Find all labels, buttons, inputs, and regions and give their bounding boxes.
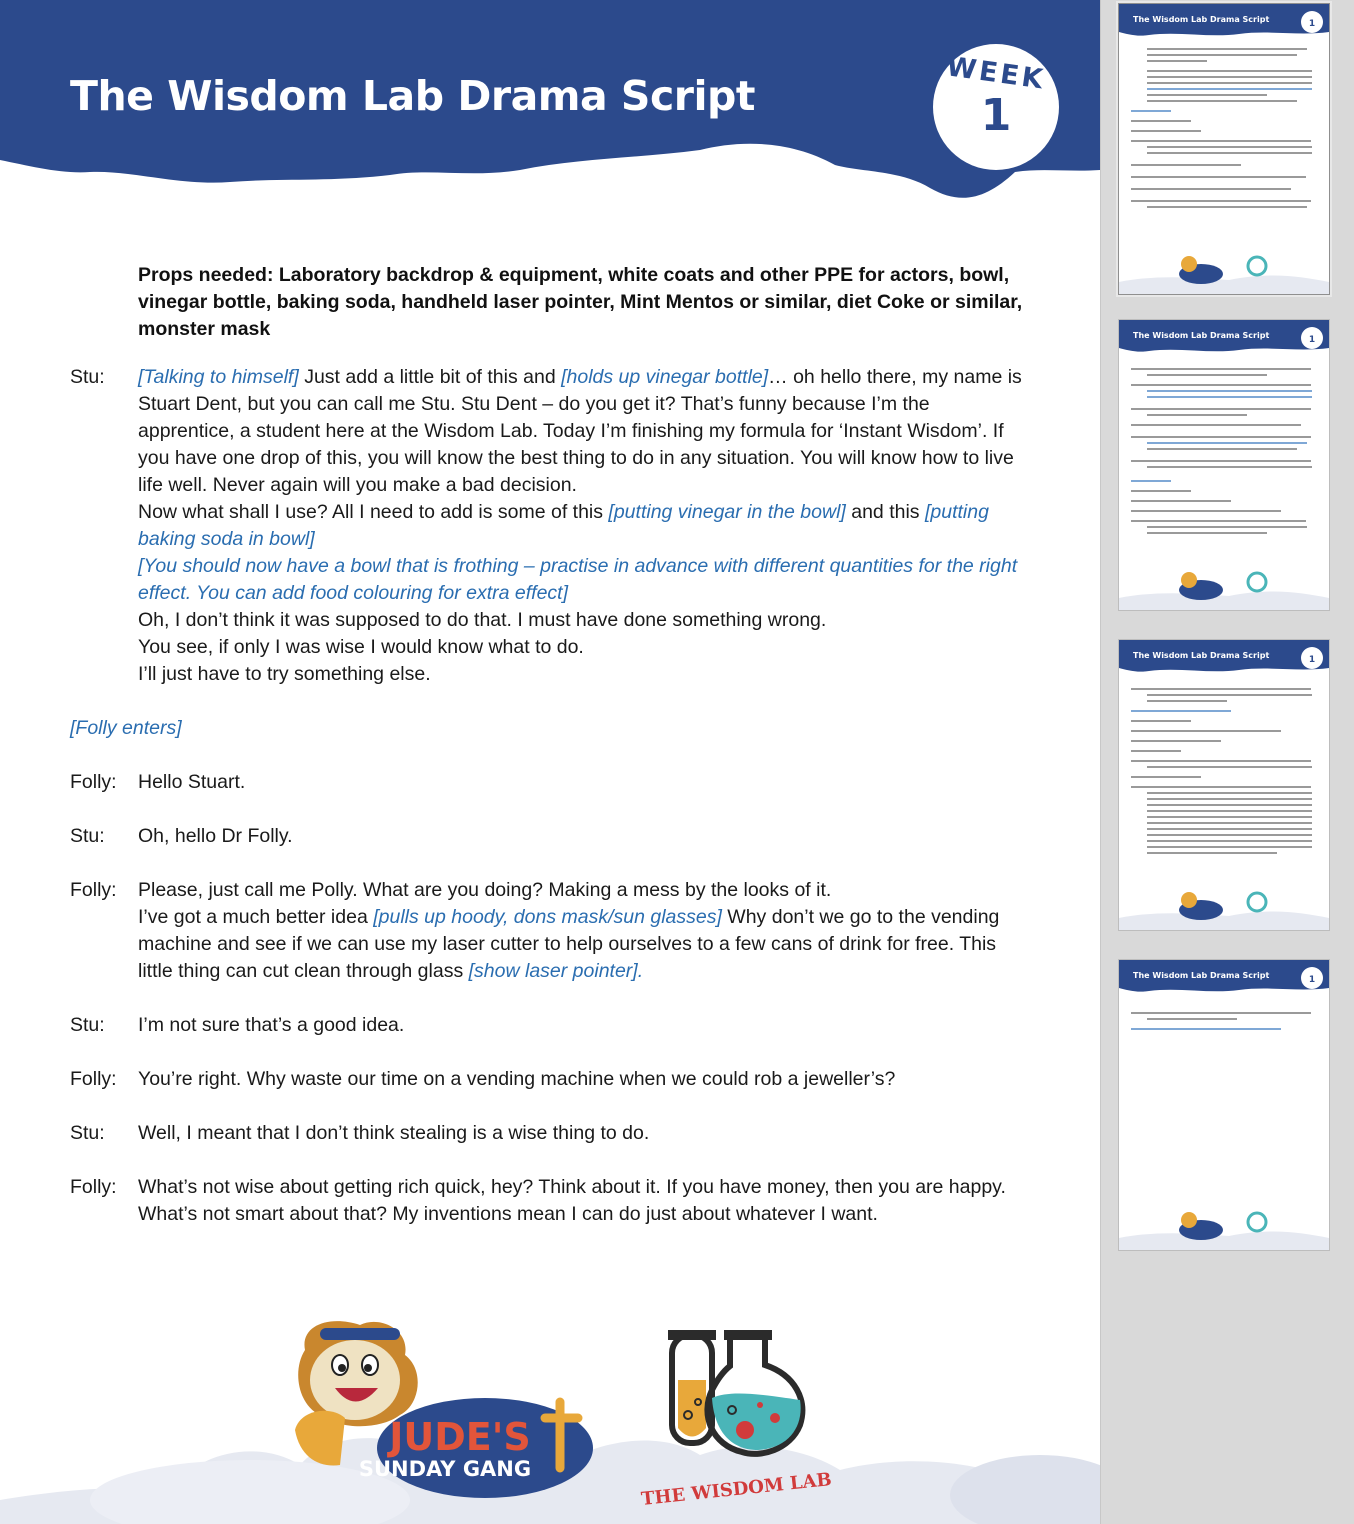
thumb-text-line <box>1131 786 1311 788</box>
thumb-text-line <box>1147 374 1267 376</box>
dialogue-text: Now what shall I use? All I need to add is some of this <box>138 501 609 523</box>
dialogue-text: Oh, hello Dr Folly. <box>138 825 293 847</box>
week-label: WEEK <box>944 51 1048 96</box>
thumb-text-line <box>1131 384 1311 386</box>
thumb-title: The Wisdom Lab Drama Script <box>1133 15 1270 24</box>
dialogue-text: You’re right. Why waste our time on a vending machine when we could rob a jeweller’s? <box>138 1068 896 1090</box>
thumb-text-line <box>1147 792 1312 794</box>
script-line <box>70 1066 1030 1093</box>
thumb-text-line <box>1147 70 1312 72</box>
stage-direction: [You should now have a bowl that is frothing – practise in advance with different quantities for the right effect. You can add food colouring for extra effect] <box>138 555 1018 604</box>
dialogue-text: I’ll just have to try something else. <box>138 663 431 685</box>
thumb-text-line <box>1131 520 1306 522</box>
thumb-text-line <box>1147 88 1312 90</box>
dialogue-text: Just add a little bit of this and <box>298 366 562 388</box>
thumb-text-line <box>1147 100 1297 102</box>
script-line <box>70 1120 1030 1147</box>
speaker-label: Stu: <box>70 366 105 388</box>
thumb-text-line <box>1131 490 1191 492</box>
thumb-text-line <box>1147 442 1307 444</box>
thumb-header <box>1119 960 1329 1000</box>
thumb-text-line <box>1131 710 1231 712</box>
script-line <box>70 769 1030 796</box>
script-body <box>70 364 1030 1255</box>
page-thumbnail-3[interactable] <box>1119 640 1329 930</box>
page-thumbnail-sidebar[interactable] <box>1100 0 1354 1524</box>
thumb-text-line <box>1147 810 1312 812</box>
props-needed: Props needed: Laboratory backdrop & equipment, white coats and other PPE for actors, bowl, vinegar bottle, baking soda, handheld laser pointer, Mint Mentos or similar, diet Coke or similar, monster mask <box>138 264 1023 340</box>
thumb-text-line <box>1147 146 1312 148</box>
thumb-footer <box>1119 560 1329 610</box>
thumb-text-line <box>1147 852 1277 854</box>
stage-direction: [putting baking soda in bowl] <box>138 501 989 550</box>
logo-sunday-gang-text: SUNDAY GANG <box>358 1457 532 1481</box>
thumb-title: The Wisdom Lab Drama Script <box>1133 971 1270 980</box>
thumb-text-line <box>1147 694 1312 696</box>
thumb-text-line <box>1131 424 1301 426</box>
speaker-label: Folly: <box>70 771 117 793</box>
thumb-footer <box>1119 880 1329 930</box>
thumb-text-line <box>1147 822 1312 824</box>
dialogue-text: You see, if only I was wise I would know what to do. <box>138 636 584 658</box>
script-line <box>70 1174 1030 1228</box>
thumb-text-line <box>1147 60 1207 62</box>
thumb-text-line <box>1131 776 1201 778</box>
thumb-header <box>1119 640 1329 680</box>
script-line <box>70 1012 1030 1039</box>
thumb-text-line <box>1131 200 1311 202</box>
dialogue-text: Please, just call me Polly. What are you doing? Making a mess by the looks of it. <box>138 879 832 901</box>
thumb-text-line <box>1147 834 1312 836</box>
thumb-text-line <box>1131 480 1171 482</box>
speaker-label: Stu: <box>70 825 105 847</box>
week-badge <box>933 44 1059 170</box>
thumb-text-line <box>1147 798 1312 800</box>
thumb-text-line <box>1131 176 1306 178</box>
week-number: 1 <box>980 90 1012 141</box>
thumb-footer <box>1119 1200 1329 1250</box>
thumb-week-badge: 1 <box>1301 11 1323 33</box>
thumb-text-line <box>1147 700 1227 702</box>
thumb-week-badge: 1 <box>1301 327 1323 349</box>
stage-direction: [pulls up hoody, dons mask/sun glasses] <box>373 906 722 928</box>
script-line <box>70 877 1030 985</box>
stage-direction: [holds up vinegar bottle] <box>561 366 769 388</box>
thumb-text-line <box>1131 164 1241 166</box>
thumb-text-line <box>1131 688 1311 690</box>
thumb-text-line <box>1131 760 1311 762</box>
thumb-text-line <box>1131 510 1281 512</box>
thumb-text-line <box>1147 846 1312 848</box>
logo-judes-text: JUDE'S <box>389 1415 531 1459</box>
dialogue-text: … oh hello there, my name is Stuart Dent, but you can call me Stu. Stu Dent – do you get it? That’s funny because I’m the apprentice, a student here at the Wisdom Lab. Today I’m finishing my formula for ‘Instant Wisdom’. If you have one drop of this, you will know the best thing to do in any situation. You will know how to live life well. Never again will you make a bad decision. <box>138 366 1022 496</box>
stage-direction-folly-enters: [Folly enters] <box>70 717 182 739</box>
thumb-text-line <box>1147 526 1307 528</box>
script-line <box>70 364 1030 688</box>
page-thumbnail-4[interactable] <box>1119 960 1329 1250</box>
thumb-week-badge: 1 <box>1301 967 1323 989</box>
logo-wisdom-lab-text: THE WISDOM LAB <box>640 1469 833 1510</box>
thumb-text-line <box>1147 816 1312 818</box>
thumb-text-line <box>1147 448 1297 450</box>
speaker-label: Folly: <box>70 879 117 901</box>
thumb-text-line <box>1147 48 1307 50</box>
page-thumbnail-1[interactable] <box>1119 4 1329 294</box>
dialogue-text: Hello Stuart. <box>138 771 246 793</box>
thumb-text-line <box>1147 396 1312 398</box>
thumb-text-line <box>1131 140 1311 142</box>
thumb-text-line <box>1131 730 1281 732</box>
speaker-label: Folly: <box>70 1176 117 1198</box>
thumb-text-line <box>1147 94 1267 96</box>
dialogue-text: Oh, I don’t think it was supposed to do that. I must have done something wrong. <box>138 609 827 631</box>
dialogue-text: What’s not wise about getting rich quick, hey? Think about it. If you have money, then you are happy. What’s not smart about that? My inventions mean I can do just about whatever I want. <box>138 1176 1006 1225</box>
speaker-label: Stu: <box>70 1122 105 1144</box>
thumb-footer <box>1119 244 1329 294</box>
thumb-header <box>1119 4 1329 44</box>
thumb-text-line <box>1147 82 1312 84</box>
stage-direction: [show laser pointer]. <box>468 960 644 982</box>
document-title: The Wisdom Lab Drama Script <box>70 72 755 120</box>
footer-logos <box>0 1290 1100 1524</box>
thumb-text-line <box>1147 840 1312 842</box>
thumb-title: The Wisdom Lab Drama Script <box>1133 331 1270 340</box>
thumb-text-line <box>1147 1018 1237 1020</box>
thumb-text-line <box>1147 804 1312 806</box>
thumb-text-line <box>1147 390 1312 392</box>
dialogue-text: I’ve got a much better idea <box>138 906 374 928</box>
thumb-text-line <box>1147 54 1297 56</box>
thumb-text-line <box>1131 740 1221 742</box>
thumb-text-line <box>1131 120 1191 122</box>
dialogue-text: I’m not sure that’s a good idea. <box>138 1014 405 1036</box>
script-line <box>70 823 1030 850</box>
thumb-text-line <box>1131 1012 1311 1014</box>
thumb-text-line <box>1131 408 1311 410</box>
thumb-text-line <box>1131 460 1311 462</box>
speaker-label: Folly: <box>70 1068 117 1090</box>
thumb-title: The Wisdom Lab Drama Script <box>1133 651 1270 660</box>
thumb-text-line <box>1131 368 1311 370</box>
thumb-text-line <box>1147 414 1247 416</box>
thumb-week-badge: 1 <box>1301 647 1323 669</box>
thumb-text-line <box>1147 466 1312 468</box>
stage-direction: [putting vinegar in the bowl] <box>608 501 846 523</box>
thumb-text-line <box>1131 720 1191 722</box>
thumb-header <box>1119 320 1329 360</box>
thumb-text-line <box>1147 76 1312 78</box>
thumb-text-line <box>1131 188 1291 190</box>
thumb-text-line <box>1147 532 1267 534</box>
thumb-text-line <box>1131 110 1171 112</box>
dialogue-text: and this <box>845 501 925 523</box>
dialogue-text: Why don’t we go to the vending machine and see if we can use my laser cutter to help ourselves to a few cans of drink for free. This little thing can cut clean through glass <box>138 906 1000 982</box>
thumb-text-line <box>1131 1028 1281 1030</box>
speaker-label: Stu: <box>70 1014 105 1036</box>
stage-direction: [Talking to himself] <box>138 366 299 388</box>
thumb-text-line <box>1147 206 1307 208</box>
thumb-text-line <box>1131 436 1311 438</box>
thumb-text-line <box>1131 750 1181 752</box>
thumb-text-line <box>1131 500 1231 502</box>
page-thumbnail-2[interactable] <box>1119 320 1329 610</box>
dialogue-text: Well, I meant that I don’t think stealing is a wise thing to do. <box>138 1122 650 1144</box>
thumb-text-line <box>1131 130 1201 132</box>
thumb-text-line <box>1147 152 1312 154</box>
thumb-text-line <box>1147 828 1312 830</box>
thumb-text-line <box>1147 766 1312 768</box>
